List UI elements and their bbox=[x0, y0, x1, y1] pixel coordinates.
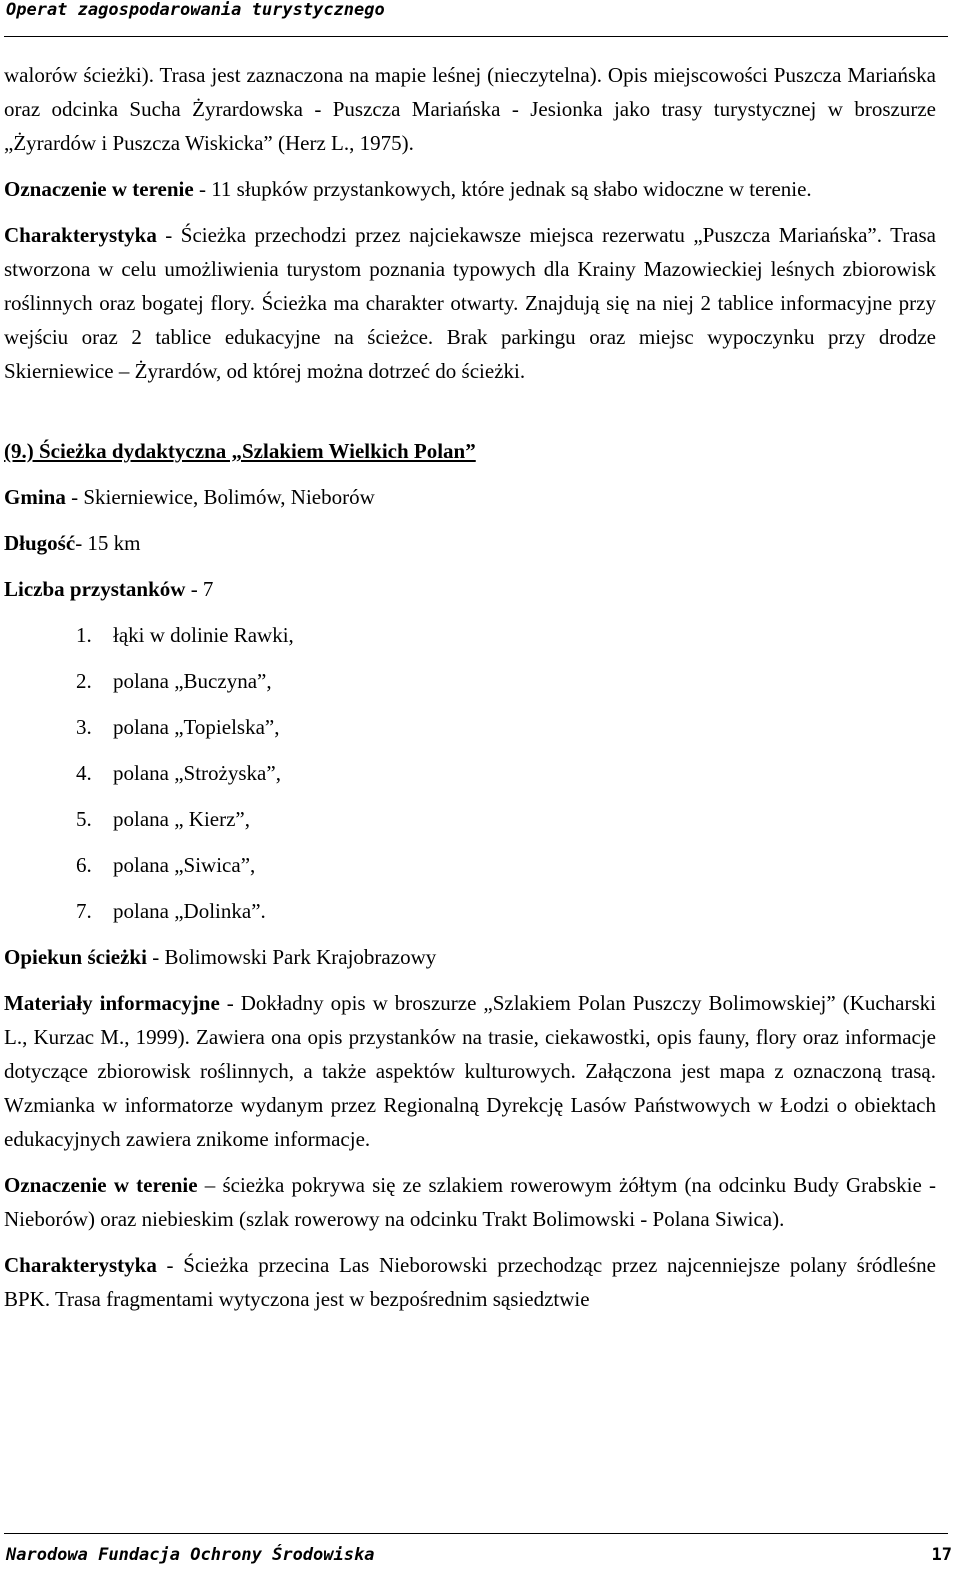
field-guardian bbox=[4, 940, 936, 974]
length-value: - 15 km bbox=[75, 531, 141, 555]
field-length bbox=[4, 526, 936, 560]
marking-label: Oznaczenie w terenie bbox=[4, 177, 194, 201]
page-number: 17 bbox=[931, 1545, 952, 1565]
gmina-value: - Skierniewice, Bolimów, Nieborów bbox=[65, 485, 375, 509]
section-heading: (9.) Ścieżka dydaktyczna „Szlakiem Wielkich Polan” bbox=[4, 439, 476, 463]
list-item-number: 3. bbox=[76, 715, 92, 739]
list-item bbox=[4, 802, 936, 836]
list-item bbox=[4, 756, 936, 790]
section-title bbox=[4, 434, 936, 468]
paragraph-field-marking bbox=[4, 1168, 936, 1236]
guardian-value: - Bolimowski Park Krajobrazowy bbox=[146, 945, 437, 969]
length-label: Długość bbox=[4, 531, 76, 555]
list-item bbox=[4, 710, 936, 744]
list-item-number: 2. bbox=[76, 669, 92, 693]
list-item-text: polana „Strożyska”, bbox=[113, 761, 281, 785]
list-item-text: polana „Siwica”, bbox=[113, 853, 256, 877]
list-item-number: 6. bbox=[76, 853, 92, 877]
list-item-text: polana „Topielska”, bbox=[113, 715, 280, 739]
field-marking-text: – ścieżka pokrywa się ze szlakiem rowerowym żółtym (na odcinku Budy Grabskie - Nieborów) oraz niebieskim (szlak rowerowy na odcinku Trakt Bolimowski - Polana Siwica). bbox=[4, 1173, 936, 1231]
characteristics-text: - Ścieżka przechodzi przez najciekawsze miejsca rezerwatu „Puszcza Mariańska”. Trasa stworzona w celu umożliwienia turystom poznania typowych dla Krainy Mazowieckiej leśnych zbiorowisk roślinnych oraz bogatej flory. Ścieżka ma charakter otwarty. Znajdują się na niej 2 tablice informacyjne przy wejściu oraz 2 tablice edukacyjne na ścieżce. Brak parkingu oraz miejsc wypoczynku przy drodze Skierniewice – Żyrardów, od której można dotrzeć do ścieżki. bbox=[4, 223, 936, 383]
list-item bbox=[4, 848, 936, 882]
materials-label: Materiały informacyjne bbox=[4, 991, 220, 1015]
list-item-text: polana „Buczyna”, bbox=[113, 669, 272, 693]
paragraph-intro: walorów ścieżki). Trasa jest zaznaczona na mapie leśnej (nieczytelna). Opis miejscowości Puszcza Mariańska oraz odcinka Sucha Żyrardowska - Puszcza Mariańska - Jesionka jako trasy turystycznej w broszurze „Żyrardów i Puszcza Wiskicka” (Herz L., 1975). bbox=[4, 63, 936, 155]
trail-characteristics-text: - Ścieżka przecina Las Nieborowski przechodząc przez najcenniejsze polany śródleśne BPK. Trasa fragmentami wytyczona jest w bezpośrednim sąsiedztwie bbox=[4, 1253, 936, 1311]
materials-text: - Dokładny opis w broszurze „Szlakiem Polan Puszczy Bolimowskiej” (Kucharski L., Kurzac M., 1999). Zawiera ona opis przystanków na trasie, ciekawostki, opis fauny, flory oraz informacje dotyczące zbiorowisk roślinnych, a także aspektów kulturowych. Załączona jest mapa z oznaczoną trasą. Wzmianka w informatorze wydanym przez Regionalną Dyrekcję Lasów Państwowych w Łodzi o obiektach edukacyjnych zawiera znikome informacje. bbox=[4, 991, 936, 1151]
characteristics-label: Charakterystyka bbox=[4, 223, 157, 247]
marking-text: - 11 słupków przystankowych, które jednak są słabo widoczne w terenie. bbox=[193, 177, 812, 201]
list-item bbox=[4, 894, 936, 928]
main-content bbox=[4, 58, 936, 1316]
footer-organization: Narodowa Fundacja Ochrony Środowiska bbox=[6, 1545, 375, 1565]
guardian-label: Opiekun ścieżki bbox=[4, 945, 147, 969]
stops-value: - 7 bbox=[185, 577, 214, 601]
gmina-label: Gmina bbox=[4, 485, 66, 509]
footer-divider bbox=[4, 1533, 948, 1534]
list-item-text: łąki w dolinie Rawki, bbox=[113, 623, 294, 647]
list-item-number: 1. bbox=[76, 623, 92, 647]
field-marking-label: Oznaczenie w terenie bbox=[4, 1173, 198, 1197]
list-item-text: polana „ Kierz”, bbox=[113, 807, 251, 831]
list-item-number: 4. bbox=[76, 761, 92, 785]
list-item-number: 7. bbox=[76, 899, 92, 923]
running-header: Operat zagospodarowania turystycznego bbox=[6, 0, 385, 20]
list-item bbox=[4, 618, 936, 652]
field-gmina bbox=[4, 480, 936, 514]
header-divider bbox=[4, 36, 948, 37]
stops-label: Liczba przystanków bbox=[4, 577, 186, 601]
list-item-text: polana „Dolinka”. bbox=[113, 899, 266, 923]
paragraph-materials bbox=[4, 986, 936, 1156]
list-item-number: 5. bbox=[76, 807, 92, 831]
paragraph-characteristics bbox=[4, 218, 936, 388]
list-item bbox=[4, 664, 936, 698]
trail-characteristics-label: Charakterystyka bbox=[4, 1253, 157, 1277]
paragraph-marking bbox=[4, 172, 936, 206]
paragraph-trail-characteristics bbox=[4, 1248, 936, 1316]
field-stops bbox=[4, 572, 936, 606]
stops-list bbox=[4, 618, 936, 928]
